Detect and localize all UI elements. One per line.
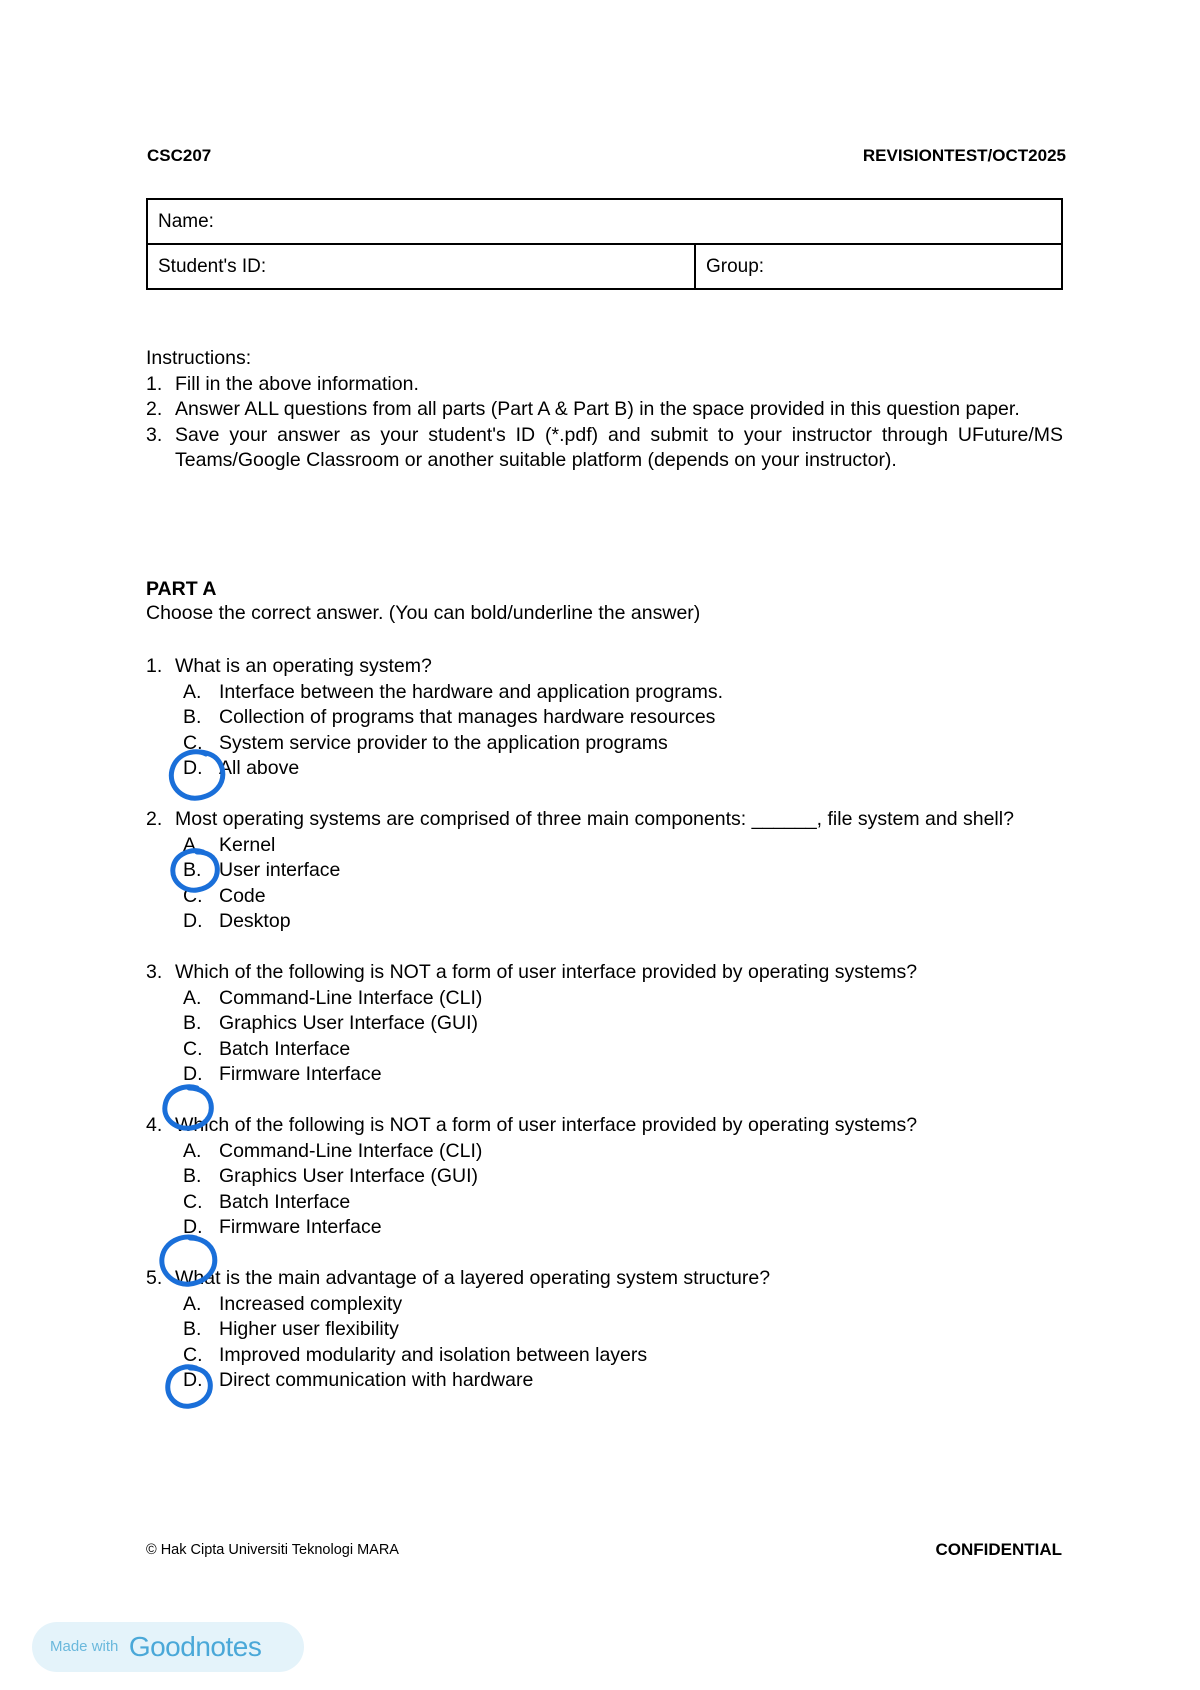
option-letter: C. bbox=[183, 1343, 203, 1366]
option-letter: D. bbox=[183, 1063, 203, 1085]
option-text: System service provider to the application programs bbox=[219, 731, 668, 754]
option-letter: D. bbox=[183, 910, 203, 932]
option-a[interactable] bbox=[146, 680, 1063, 706]
question-number: 5. bbox=[146, 1267, 163, 1289]
group-field[interactable]: Group: bbox=[695, 244, 1062, 289]
option-c[interactable] bbox=[146, 731, 1063, 757]
option-letter: A. bbox=[183, 833, 202, 856]
option-letter: A. bbox=[183, 1139, 202, 1162]
option-text: Firmware Interface bbox=[219, 1063, 382, 1085]
question-text: What is an operating system? bbox=[175, 655, 432, 677]
option-text: Graphics User Interface (GUI) bbox=[219, 1165, 478, 1187]
option-c[interactable] bbox=[146, 884, 1063, 910]
option-text: Kernel bbox=[219, 833, 276, 856]
student-info-table bbox=[146, 198, 1063, 290]
question-number: 2. bbox=[146, 808, 163, 830]
instructions-list bbox=[146, 372, 1063, 474]
name-field[interactable]: Name: bbox=[147, 199, 1062, 244]
course-code: CSC207 bbox=[147, 146, 212, 165]
option-c[interactable] bbox=[146, 1343, 1063, 1369]
goodnotes-logo: Goodnotes bbox=[128, 1631, 262, 1662]
option-d[interactable] bbox=[146, 909, 1063, 935]
option-letter: C. bbox=[183, 884, 203, 907]
option-b[interactable] bbox=[146, 705, 1063, 731]
instruction-item bbox=[146, 372, 1063, 398]
option-letter: C. bbox=[183, 731, 203, 754]
option-d[interactable] bbox=[146, 1062, 1063, 1088]
option-letter: B. bbox=[183, 1012, 202, 1034]
copyright-notice: © Hak Cipta Universiti Teknologi MARA bbox=[146, 1542, 399, 1558]
option-text: Collection of programs that manages hardware resources bbox=[219, 706, 716, 728]
confidential-label: CONFIDENTIAL bbox=[935, 1540, 1062, 1559]
question-text: Which of the following is NOT a form of user interface provided by operating systems? bbox=[175, 961, 918, 983]
option-text: Code bbox=[219, 884, 266, 907]
question-text: Most operating systems are comprised of three main components: ______, file system and shell? bbox=[175, 808, 1014, 830]
option-text: Improved modularity and isolation between layers bbox=[219, 1343, 648, 1366]
instructions bbox=[146, 346, 1063, 474]
instructions-title: Instructions: bbox=[146, 347, 252, 369]
option-letter: B. bbox=[183, 706, 202, 728]
option-letter: A. bbox=[183, 986, 202, 1009]
option-a[interactable] bbox=[146, 1139, 1063, 1165]
option-text: Graphics User Interface (GUI) bbox=[219, 1012, 478, 1034]
option-b[interactable] bbox=[146, 1317, 1063, 1343]
option-d[interactable] bbox=[146, 1215, 1063, 1241]
option-c[interactable] bbox=[146, 1037, 1063, 1063]
instruction-text: Answer ALL questions from all parts (Part A & Part B) in the space provided in this question paper. bbox=[175, 398, 1020, 420]
option-text: User interface bbox=[219, 859, 341, 881]
question-text: What is the main advantage of a layered operating system structure? bbox=[175, 1267, 771, 1289]
option-b[interactable] bbox=[146, 858, 1063, 884]
test-code: REVISIONTEST/OCT2025 bbox=[862, 146, 1066, 165]
option-letter: A. bbox=[183, 680, 202, 703]
part-a-instruction: Choose the correct answer. (You can bold/underline the answer) bbox=[146, 602, 701, 624]
instruction-number: 2. bbox=[146, 398, 163, 420]
option-text: Command-Line Interface (CLI) bbox=[219, 986, 483, 1009]
option-letter: C. bbox=[183, 1190, 203, 1213]
option-letter: A. bbox=[183, 1292, 202, 1315]
question-5 bbox=[146, 1266, 1063, 1394]
option-letter: D. bbox=[183, 757, 203, 779]
instruction-number: 3. bbox=[146, 423, 163, 446]
option-letter: D. bbox=[183, 1369, 203, 1391]
option-d[interactable] bbox=[146, 1368, 1063, 1394]
option-b[interactable] bbox=[146, 1011, 1063, 1037]
badge-made-with-text: Made with bbox=[50, 1638, 119, 1655]
option-text: Batch Interface bbox=[219, 1190, 351, 1213]
student-id-field[interactable]: Student's ID: bbox=[147, 244, 695, 289]
option-letter: D. bbox=[183, 1216, 203, 1238]
instruction-item bbox=[146, 423, 1063, 474]
question-number: 4. bbox=[146, 1114, 163, 1136]
question-3 bbox=[146, 960, 1063, 1088]
option-c[interactable] bbox=[146, 1190, 1063, 1216]
option-text: Desktop bbox=[219, 910, 291, 932]
option-text: Increased complexity bbox=[219, 1292, 403, 1315]
option-text: Direct communication with hardware bbox=[219, 1369, 534, 1391]
question-4 bbox=[146, 1113, 1063, 1241]
goodnotes-badge[interactable] bbox=[32, 1622, 304, 1672]
instruction-number: 1. bbox=[146, 372, 163, 395]
option-d[interactable] bbox=[146, 756, 1063, 782]
option-letter: B. bbox=[183, 1318, 202, 1340]
question-1 bbox=[146, 654, 1063, 782]
option-text: Interface between the hardware and application programs. bbox=[219, 680, 724, 703]
option-a[interactable] bbox=[146, 833, 1063, 859]
option-letter: C. bbox=[183, 1037, 203, 1060]
option-a[interactable] bbox=[146, 986, 1063, 1012]
option-a[interactable] bbox=[146, 1292, 1063, 1318]
option-letter: B. bbox=[183, 859, 202, 881]
question-number: 3. bbox=[146, 961, 163, 983]
question-list bbox=[146, 654, 1063, 1419]
instruction-text: Fill in the above information. bbox=[175, 372, 419, 395]
question-number: 1. bbox=[146, 655, 163, 677]
instruction-text: Save your answer as your student's ID (*.pdf) and submit to your instructor through UFuture/MS Teams/Google Classroom or another suitable platform (depends on your instructor). bbox=[175, 423, 1063, 471]
question-2 bbox=[146, 807, 1063, 935]
option-text: Firmware Interface bbox=[219, 1216, 382, 1238]
instruction-item bbox=[146, 397, 1063, 423]
question-text: Which of the following is NOT a form of user interface provided by operating systems? bbox=[175, 1114, 918, 1136]
option-text: Higher user flexibility bbox=[219, 1318, 399, 1340]
option-b[interactable] bbox=[146, 1164, 1063, 1190]
option-text: All above bbox=[219, 757, 300, 779]
option-text: Batch Interface bbox=[219, 1037, 351, 1060]
option-text: Command-Line Interface (CLI) bbox=[219, 1139, 483, 1162]
part-a-title: PART A bbox=[146, 578, 217, 600]
option-letter: B. bbox=[183, 1165, 202, 1187]
